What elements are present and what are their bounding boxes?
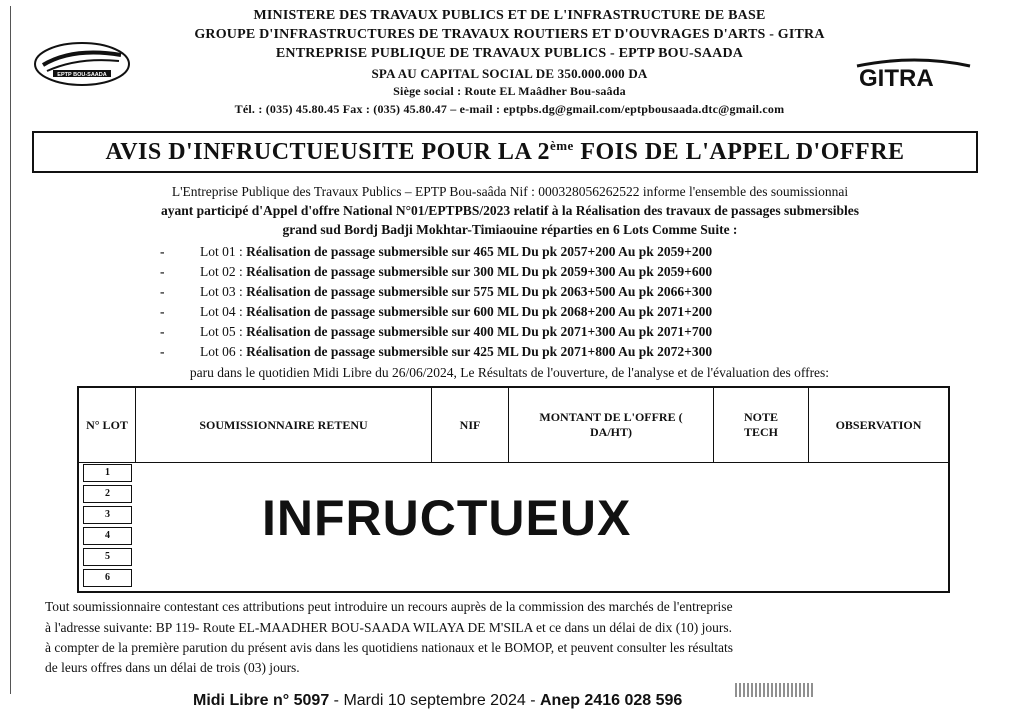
scan-smudge (735, 683, 815, 697)
header-contact: Tél. : (035) 45.80.45 Fax : (035) 45.80.47 – e-mail : eptpbs.dg@gmail.com/eptpbousaada.dtc@gmail.com (234, 102, 785, 116)
lot-text: Réalisation de passage submersible sur 300 ML Du pk 2059+300 Au pk 2059+600 (246, 264, 713, 279)
title-sup: ème (549, 138, 574, 153)
paper-issue: Midi Libre n° 5097 (193, 692, 330, 709)
lot-text: Réalisation de passage submersible sur 400 ML Du pk 2071+300 Au pk 2071+700 (246, 324, 713, 339)
publication-footer (193, 692, 682, 710)
lot-item: - Lot 01 : Réalisation de passage submersible sur 465 ML Du pk 2057+200 Au pk 2059+200 (160, 244, 713, 259)
title-part2: FOIS DE L'APPEL D'OFFRE (573, 139, 905, 165)
footer-line-1: Tout soumissionnaire contestant ces attributions peut introduire un recours auprès de la commission des marchés de l'entreprise (45, 599, 733, 614)
header-ministry: MINISTERE DES TRAVAUX PUBLICS ET DE L'INFRASTRUCTURE DE BASE (253, 8, 766, 23)
lot-label: Lot 01 : (200, 244, 243, 259)
header-lot: N° LOT (79, 388, 136, 462)
header-group: GROUPE D'INFRASTRUCTURES DE TRAVAUX ROUTIERS ET D'OUVRAGES D'ARTS - GITRA (194, 27, 825, 42)
result-stamp: INFRUCTUEUX (262, 490, 632, 546)
footer-line-3: à compter de la première parution du présent avis dans les quotidiens nationaux et le BOMOP, et peuvent consulter les résultats (45, 640, 733, 655)
anep-number: Anep 2416 028 596 (539, 692, 683, 709)
lot-label: Lot 05 : (200, 324, 243, 339)
header-nif: NIF (432, 388, 509, 462)
lot-text: Réalisation de passage submersible sur 575 ML Du pk 2063+500 Au pk 2066+300 (246, 284, 713, 299)
lot-label: Lot 04 : (200, 304, 243, 319)
intro-line-1: L'Entreprise Publique des Travaux Publics – EPTP Bou-saâda Nif : 000328056262522 informe l'ensemble des soumissionnai (171, 184, 849, 199)
footer-line-2: à l'adresse suivante: BP 119- Route EL-MAADHER BOU-SAADA WILAYA DE M'SILA et ce dans un délai de dix (10) jours. (45, 620, 733, 635)
lot-text: Réalisation de passage submersible sur 465 ML Du pk 2057+200 Au pk 2059+200 (246, 244, 713, 259)
logo-left-text: EPTP BOU-SAADA (57, 72, 107, 78)
lot-text: Réalisation de passage submersible sur 600 ML Du pk 2068+200 Au pk 2071+200 (246, 304, 713, 319)
lot-number: 5 (83, 548, 132, 566)
lot-number: 4 (83, 527, 132, 545)
lot-label: Lot 03 : (200, 284, 243, 299)
intro-line-2: ayant participé d'Appel d'offre National N°01/EPTPBS/2023 relatif à la Réalisation des travaux de passages submersibles (161, 203, 859, 218)
intro-line-3: grand sud Bordj Badji Mokhtar-Timiaouine réparties en 6 Lots Comme Suite : (282, 222, 738, 237)
eptp-logo (33, 41, 131, 87)
lot-label: Lot 06 : (200, 344, 243, 359)
lot-item: - Lot 06 : Réalisation de passage submersible sur 425 ML Du pk 2071+800 Au pk 2072+300 (160, 344, 713, 359)
lot-number: 6 (83, 569, 132, 587)
logo-right-text: GITRA (859, 65, 934, 90)
footer-line-4: de leurs offres dans un délai de trois (03) jours. (45, 660, 300, 675)
published-line: paru dans le quotidien Midi Libre du 26/06/2024, Le Résultats de l'ouverture, de l'analyse et de l'évaluation des offres: (189, 365, 830, 380)
notice-title (32, 131, 978, 173)
lot-number: 2 (83, 485, 132, 503)
lot-text: Réalisation de passage submersible sur 425 ML Du pk 2071+800 Au pk 2072+300 (246, 344, 713, 359)
header-bidder: SOUMISSIONNAIRE RETENU (136, 388, 432, 462)
header-tech-note: NOTE TECH (714, 388, 809, 462)
title-part1: AVIS D'INFRUCTUEUSITE POUR LA 2 (105, 139, 550, 165)
lot-item: - Lot 04 : Réalisation de passage submersible sur 600 ML Du pk 2068+200 Au pk 2071+200 (160, 304, 713, 319)
lot-item: - Lot 02 : Réalisation de passage submersible sur 300 ML Du pk 2059+300 Au pk 2059+600 (160, 264, 713, 279)
header-observation: OBSERVATION (835, 417, 922, 432)
lot-number: 3 (83, 506, 132, 524)
header-address: Siège social : Route EL Maâdher Bou-saâda (393, 84, 626, 98)
lot-number: 1 (83, 464, 132, 482)
lot-item: - Lot 05 : Réalisation de passage submersible sur 400 ML Du pk 2071+300 Au pk 2071+700 (160, 324, 713, 339)
header-capital: SPA AU CAPITAL SOCIAL DE 350.000.000 DA (371, 66, 648, 81)
header-amount: MONTANT DE L'OFFRE ( DA/HT) (509, 388, 714, 462)
lot-label: Lot 02 : (200, 264, 243, 279)
publication-date: - Mardi 10 septembre 2024 - (329, 692, 540, 709)
header-company: ENTREPRISE PUBLIQUE DE TRAVAUX PUBLICS - EPTP BOU-SAADA (275, 46, 744, 61)
lot-item: - Lot 03 : Réalisation de passage submersible sur 575 ML Du pk 2063+500 Au pk 2066+300 (160, 284, 713, 299)
gitra-logo (855, 58, 972, 90)
header-divider (79, 462, 948, 463)
